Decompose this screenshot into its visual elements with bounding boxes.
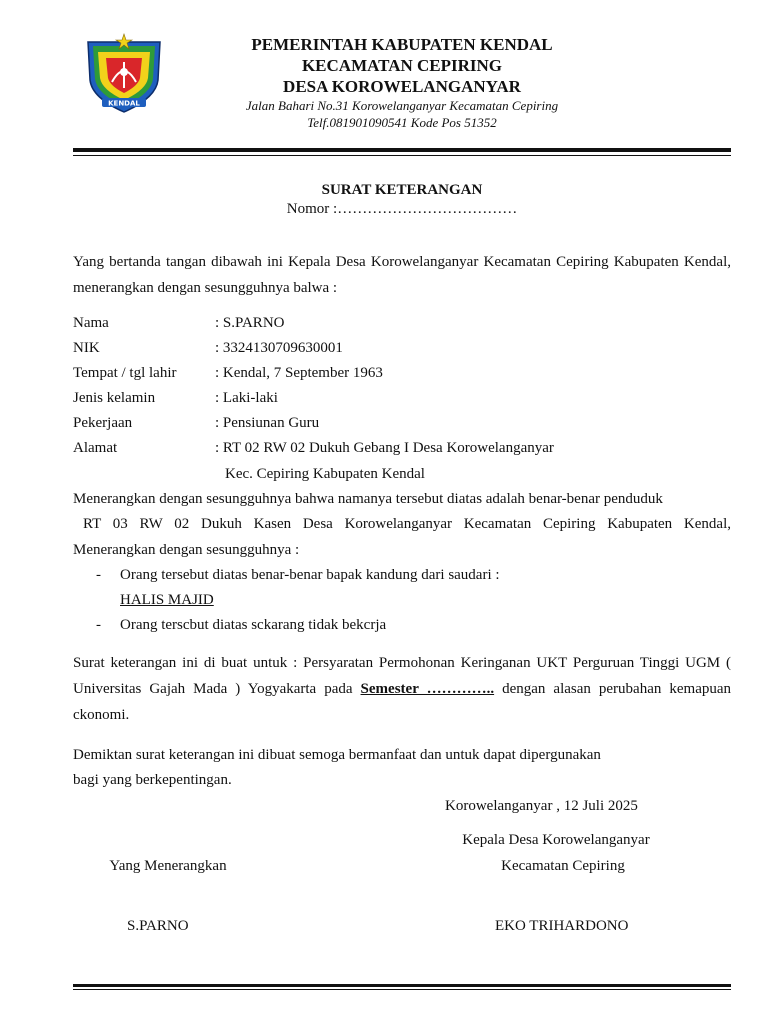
kendal-emblem-icon bbox=[82, 32, 166, 114]
field-value-address-cont: Kec. Cepiring Kabupaten Kendal bbox=[225, 466, 425, 482]
header-contact: Telf.081901090541 Kode Pos 51352 bbox=[307, 115, 497, 130]
closing-line-2: bagi yang berkepentingan. bbox=[73, 772, 232, 788]
place-date: Korowelanganyar , 12 Juli 2025 bbox=[445, 798, 638, 814]
header-divider-thin bbox=[73, 155, 731, 156]
letter-number: Nomor :……………………………… bbox=[286, 201, 518, 217]
bullet-item-1: Orang tersebut diatas benar-benar bapak kandung dari saudari : bbox=[120, 567, 500, 583]
closing-line-1: Demiktan surat keterangan ini dibuat semoga bermanfaat dan untuk dapat dipergunakan bbox=[73, 747, 601, 763]
logo-label: KENDAL bbox=[108, 99, 140, 108]
footer-divider-thick bbox=[73, 984, 731, 987]
letter-title: SURAT KETERANGAN bbox=[321, 182, 483, 198]
field-label-gender: Jenis kelamin bbox=[73, 390, 156, 406]
field-value-name: : S.PARNO bbox=[215, 315, 285, 331]
statement-line-3: Menerangkan dengan sesungguhnya : bbox=[73, 542, 300, 558]
field-value-address: : RT 02 RW 02 Dukuh Gebang I Desa Korowelanganyar bbox=[215, 440, 554, 456]
field-label-name: Nama bbox=[73, 315, 109, 331]
semester-blank: Semester ………….. bbox=[360, 681, 495, 697]
field-value-gender: : Laki-laki bbox=[215, 390, 278, 406]
bullet-item-2: Orang terscbut diatas sckarang tidak bekcrja bbox=[120, 617, 387, 633]
field-value-birth: : Kendal, 7 September 1963 bbox=[215, 365, 383, 381]
bullet-dash-1: - bbox=[96, 567, 101, 583]
signature-right-name: EKO TRIHARDONO bbox=[495, 918, 629, 934]
field-label-nik: NIK bbox=[73, 340, 100, 356]
child-name: HALIS MAJID bbox=[120, 592, 214, 608]
statement-line-1: Menerangkan dengan sesungguhnya bahwa namanya tersebut diatas adalah benar-benar penduduk bbox=[73, 491, 663, 507]
purpose-paragraph bbox=[73, 650, 731, 728]
signature-right-title-2: Kecamatan Cepiring bbox=[501, 858, 625, 874]
signature-left-title: Yang Menerangkan bbox=[109, 858, 227, 874]
statement-line-2: RT 03 RW 02 Dukuh Kasen Desa Korowelanganyar Kecamatan Cepiring Kabupaten Kendal, bbox=[83, 516, 731, 532]
header-address: Jalan Bahari No.31 Korowelanganyar Kecamatan Cepiring bbox=[245, 98, 559, 113]
field-value-occupation: : Pensiunan Guru bbox=[215, 415, 320, 431]
kendal-regency-logo bbox=[82, 32, 166, 114]
signature-right-title-1: Kepala Desa Korowelanganyar bbox=[462, 832, 650, 848]
intro-paragraph: Yang bertanda tangan dibawah ini Kepala Desa Korowelanganyar Kecamatan Cepiring Kabupaten Kendal, menerangkan dengan sesungguhnya balwa : bbox=[73, 254, 731, 296]
purpose-text-before: Surat keterangan ini di buat untuk : Persyaratan Permohonan Keringanan UKT Perguruan Tinggi UGM ( Universitas Gajah Mada ) Yogyakarta pada bbox=[73, 655, 731, 697]
field-value-nik: : 3324130709630001 bbox=[215, 340, 343, 356]
field-label-birth: Tempat / tgl lahir bbox=[73, 365, 177, 381]
header-village: DESA KOROWELANGANYAR bbox=[283, 77, 521, 96]
header-government: PEMERINTAH KABUPATEN KENDAL bbox=[251, 35, 553, 54]
header-district: KECAMATAN CEPIRING bbox=[301, 56, 503, 75]
footer-divider-thin bbox=[73, 989, 731, 990]
field-label-address: Alamat bbox=[73, 440, 118, 456]
field-label-occupation: Pekerjaan bbox=[73, 415, 133, 431]
bullet-dash-2: - bbox=[96, 617, 101, 633]
purpose-text-after: dengan alasan perubahan kemapuan ckonomi. bbox=[73, 681, 732, 723]
signature-left-name: S.PARNO bbox=[127, 918, 189, 934]
header-divider-thick bbox=[73, 148, 731, 152]
